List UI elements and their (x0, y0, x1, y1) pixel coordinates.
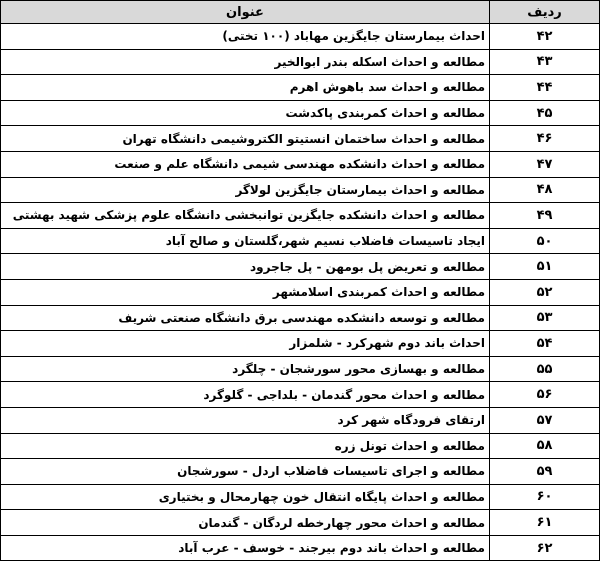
row-number-cell: ۴۸ (490, 177, 600, 203)
row-number-cell: ۴۳ (490, 49, 600, 75)
row-number-cell: ۵۲ (490, 279, 600, 305)
row-number-cell: ۵۹ (490, 459, 600, 485)
row-number-cell: ۵۱ (490, 254, 600, 280)
table-row (1, 510, 600, 536)
table-row (1, 126, 600, 152)
row-number-cell: ۶۱ (490, 510, 600, 536)
table-body (1, 24, 600, 561)
project-title-cell: مطالعه و احداث کمربندی پاکدشت (1, 100, 490, 126)
row-number-cell: ۵۴ (490, 331, 600, 357)
project-title-cell: مطالعه و احداث دانشکده مهندسی شیمی دانشگاه علم و صنعت (1, 151, 490, 177)
project-title-cell: مطالعه و احداث ساختمان انستیتو الکتروشیمی دانشگاه تهران (1, 126, 490, 152)
row-number-cell: ۵۵ (490, 356, 600, 382)
table-row (1, 407, 600, 433)
project-title-cell: مطالعه و احداث سد باهوش اهرم (1, 75, 490, 101)
row-number-cell: ۴۵ (490, 100, 600, 126)
table-row (1, 331, 600, 357)
table-row (1, 24, 600, 50)
table-row (1, 177, 600, 203)
project-title-cell: مطالعه و اجرای تاسیسات فاضلاب اردل - سورشجان (1, 459, 490, 485)
project-title-cell: مطالعه و احداث دانشکده جایگزین توانبخشی دانشگاه علوم پزشکی شهید بهشتی (1, 203, 490, 229)
project-title-cell: مطالعه و احداث باند دوم بیرجند - خوسف - عرب آباد (1, 535, 490, 561)
project-title-cell: مطالعه و احداث کمربندی اسلامشهر (1, 279, 490, 305)
table-row (1, 433, 600, 459)
row-number-cell: ۴۴ (490, 75, 600, 101)
row-number-cell: ۶۰ (490, 484, 600, 510)
row-number-cell: ۴۹ (490, 203, 600, 229)
table-row (1, 254, 600, 280)
project-title-cell: احداث بیمارستان جایگزین مهاباد (۱۰۰ تختی) (1, 24, 490, 50)
row-number-cell: ۵۷ (490, 407, 600, 433)
header-title: عنوان (1, 1, 490, 24)
table-row (1, 100, 600, 126)
row-number-cell: ۴۲ (490, 24, 600, 50)
table-row (1, 484, 600, 510)
header-row-no: ردیف (490, 1, 600, 24)
row-number-cell: ۶۲ (490, 535, 600, 561)
project-title-cell: احداث باند دوم شهرکرد - شلمزار (1, 331, 490, 357)
table-row (1, 279, 600, 305)
project-title-cell: مطالعه و احداث اسکله بندر ابوالخیر (1, 49, 490, 75)
project-title-cell: مطالعه و احداث بیمارستان جایگزین لولاگر (1, 177, 490, 203)
project-title-cell: مطالعه و احداث تونل زره (1, 433, 490, 459)
table-row (1, 382, 600, 408)
table-row (1, 203, 600, 229)
table-row (1, 535, 600, 561)
project-title-cell: مطالعه و احداث محور چهارخطه لردگان - گندمان (1, 510, 490, 536)
table-row (1, 228, 600, 254)
row-number-cell: ۵۳ (490, 305, 600, 331)
project-title-cell: ایجاد تاسیسات فاضلاب نسیم شهر،گلستان و صالح آباد (1, 228, 490, 254)
table-row (1, 151, 600, 177)
project-title-cell: مطالعه و احداث محور گندمان - بلداجی - گلوگرد (1, 382, 490, 408)
project-title-cell: ارتقای فرودگاه شهر کرد (1, 407, 490, 433)
row-number-cell: ۴۶ (490, 126, 600, 152)
table-row (1, 49, 600, 75)
row-number-cell: ۴۷ (490, 151, 600, 177)
table-row (1, 356, 600, 382)
table-row (1, 75, 600, 101)
project-title-cell: مطالعه و بهسازی محور سورشجان - چلگرد (1, 356, 490, 382)
project-title-cell: مطالعه و تعریض پل بومهن - پل جاجرود (1, 254, 490, 280)
row-number-cell: ۵۸ (490, 433, 600, 459)
table-row (1, 459, 600, 485)
row-number-cell: ۵۶ (490, 382, 600, 408)
row-number-cell: ۵۰ (490, 228, 600, 254)
table-row (1, 305, 600, 331)
table-header (1, 1, 600, 24)
header-row (1, 1, 600, 24)
project-title-cell: مطالعه و احداث پایگاه انتقال خون چهارمحال و بختیاری (1, 484, 490, 510)
project-title-cell: مطالعه و توسعه دانشکده مهندسی برق دانشگاه صنعتی شریف (1, 305, 490, 331)
